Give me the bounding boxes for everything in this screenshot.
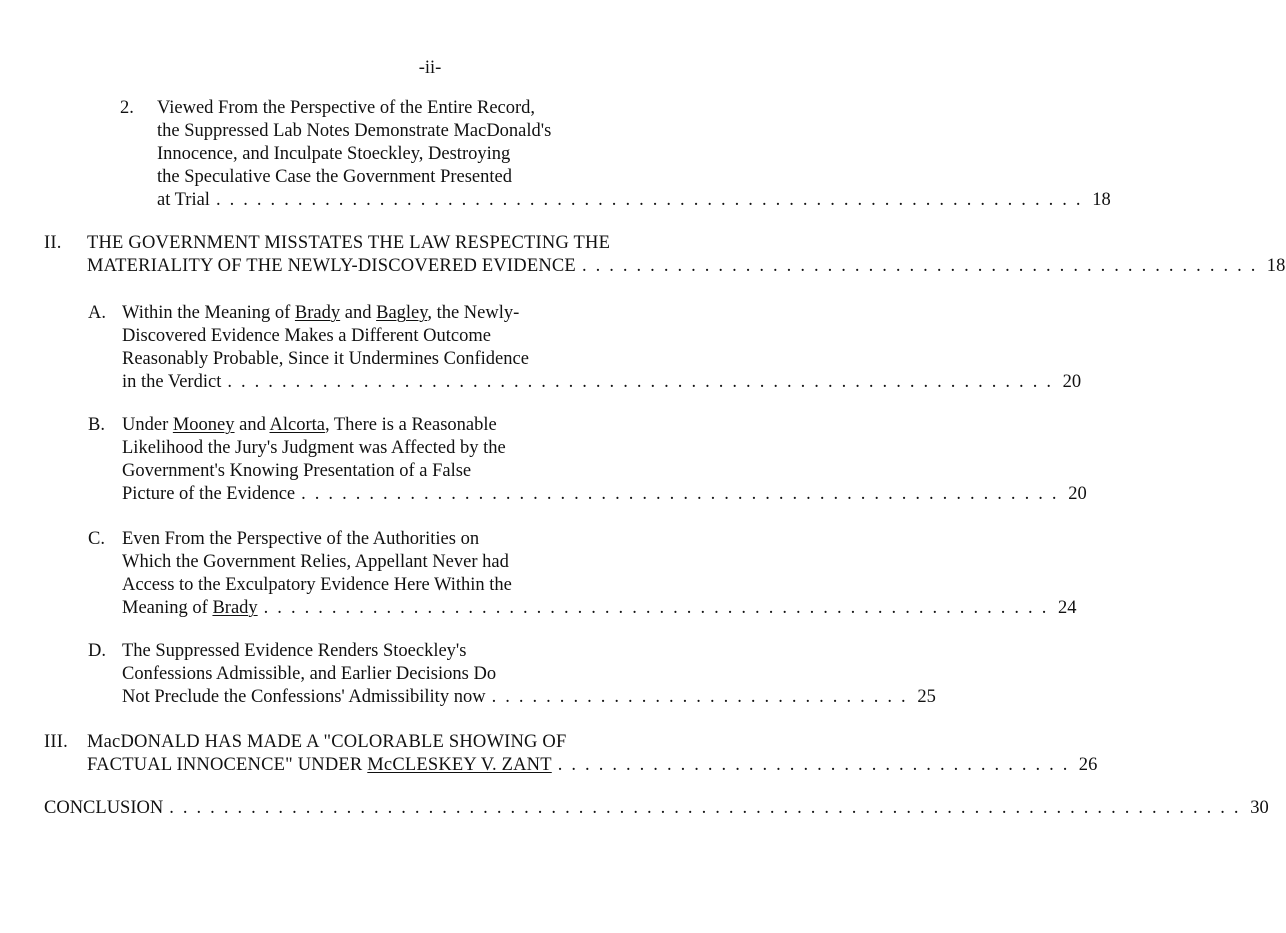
dot-leader: . . . . . . . . . . . . . . . . . . . . . . . . . . . . . . . [491,687,908,707]
toc-entry-text-line: Even From the Perspective of the Authorities on [122,529,480,549]
toc-entry-text-line: CONCLUSION [44,798,164,818]
toc-entry-label: A. [88,303,106,323]
toc-entry-text-line: MacDONALD HAS MADE A "COLORABLE SHOWING OF [87,732,567,752]
toc-entry-text-line: Meaning of Brady [122,598,258,618]
toc-entry-text-line: at Trial [157,190,210,210]
toc-page-number: 18 [1266,256,1286,276]
toc-entry-text-line: Government's Knowing Presentation of a False [122,461,472,481]
toc-entry-text-line: The Suppressed Evidence Renders Stoeckley's [122,641,467,661]
case-name-brady: Brady [212,598,258,618]
toc-page-number: 25 [917,687,936,707]
toc-entry-label: D. [88,641,106,661]
toc-entry-last-line [157,189,1111,212]
toc-entry-label: 2. [120,98,134,118]
toc-entry-last-line [122,371,1082,394]
toc-entry-A [88,302,1082,394]
case-name-mccleskey: McCLESKEY V. ZANT [367,755,552,775]
case-name-alcorta: Alcorta [269,415,325,435]
toc-entry-text-line: the Speculative Case the Government Presented [157,167,512,187]
toc-entry-III [44,731,1098,777]
toc-entry-text-line: Viewed From the Perspective of the Entire Record, [157,98,536,118]
dot-leader: . . . . . . . . . . . . . . . . . . . . . . . . . . . . . . . . . . . . . . . . . . . . . . . . . . [581,256,1258,276]
toc-page-number: 20 [1062,372,1082,392]
toc-page-number: 20 [1068,484,1087,504]
dot-leader: . . . . . . . . . . . . . . . . . . . . . . . . . . . . . . . . . . . . . . [557,755,1070,775]
toc-entry-text-line: THE GOVERNMENT MISSTATES THE LAW RESPECTING THE [87,233,611,253]
case-name-brady: Brady [294,303,341,323]
toc-entry-2 [120,97,1111,212]
dot-leader: . . . . . . . . . . . . . . . . . . . . . . . . . . . . . . . . . . . . . . . . . . . . . . . . . . . . . . . . [301,484,1059,504]
toc-entry-last-line [122,686,936,709]
toc-entry-B [88,414,1087,506]
page-number: -ii- [418,58,442,78]
toc-entry-text-line: FACTUAL INNOCENCE" UNDER McCLESKEY V. ZANT [87,755,552,775]
toc-page-number: 18 [1092,190,1111,210]
toc-page-number: 24 [1058,598,1077,618]
toc-entry-text-line: Which the Government Relies, Appellant Never had [122,552,509,572]
toc-entry-text-line: Confessions Admissible, and Earlier Decisions Do [122,664,497,684]
toc-entry-text-line: MATERIALITY OF THE NEWLY-DISCOVERED EVIDENCE [87,256,576,276]
case-name-bagley: Bagley [376,303,428,323]
toc-entry-last-line [87,754,1098,777]
toc-entry-label: II. [44,233,62,253]
toc-entry-last-line [44,797,1269,820]
toc-entry-label: B. [88,415,105,435]
toc-page-number: 26 [1078,755,1098,775]
dot-leader: . . . . . . . . . . . . . . . . . . . . . . . . . . . . . . . . . . . . . . . . . . . . . . . . . . . . . . . . . . [263,598,1049,618]
toc-entry-text-line: Not Preclude the Confessions' Admissibility now [122,687,486,707]
toc-entry-text-line: Reasonably Probable, Since it Undermines Confidence [122,349,529,369]
toc-entry-D [88,640,936,709]
toc-entry-II [44,232,1286,278]
toc-entry-text-line: Within the Meaning of Brady and Bagley, the Newly- [122,303,520,323]
dot-leader: . . . . . . . . . . . . . . . . . . . . . . . . . . . . . . . . . . . . . . . . . . . . . . . . . . . . . . . . . . . . . . . . [215,190,1083,210]
dot-leader: . . . . . . . . . . . . . . . . . . . . . . . . . . . . . . . . . . . . . . . . . . . . . . . . . . . . . . . . . . . . . [227,372,1054,392]
case-name-mooney: Mooney [172,415,235,435]
toc-entry-label: C. [88,529,105,549]
toc-page-number: 30 [1250,798,1269,818]
toc-entry-last-line [87,255,1286,278]
toc-entry-text-line: in the Verdict [122,372,222,392]
dot-leader: . . . . . . . . . . . . . . . . . . . . . . . . . . . . . . . . . . . . . . . . . . . . . . . . . . . . . . . . . . . . . . . . . . . . . . . . . . . . . . . [169,798,1241,818]
toc-entry-text-line: the Suppressed Lab Notes Demonstrate MacDonald's [157,121,552,141]
toc-entry-text-line: Likelihood the Jury's Judgment was Affected by the [122,438,506,458]
toc-entry-text-line: Discovered Evidence Makes a Different Outcome [122,326,491,346]
toc-entry-text-line: Picture of the Evidence [122,484,296,504]
toc-entry-text-line: Under Mooney and Alcorta, There is a Reasonable [122,415,497,435]
toc-entry-text-line: Innocence, and Inculpate Stoeckley, Destroying [157,144,511,164]
toc-entry-last-line [122,483,1087,506]
toc-entry-last-line [122,597,1077,620]
toc-entry-text-line: Access to the Exculpatory Evidence Here Within the [122,575,512,595]
toc-entry-label: III. [44,732,68,752]
toc-entry-conclusion [44,797,1269,820]
toc-entry-C [88,528,1077,620]
